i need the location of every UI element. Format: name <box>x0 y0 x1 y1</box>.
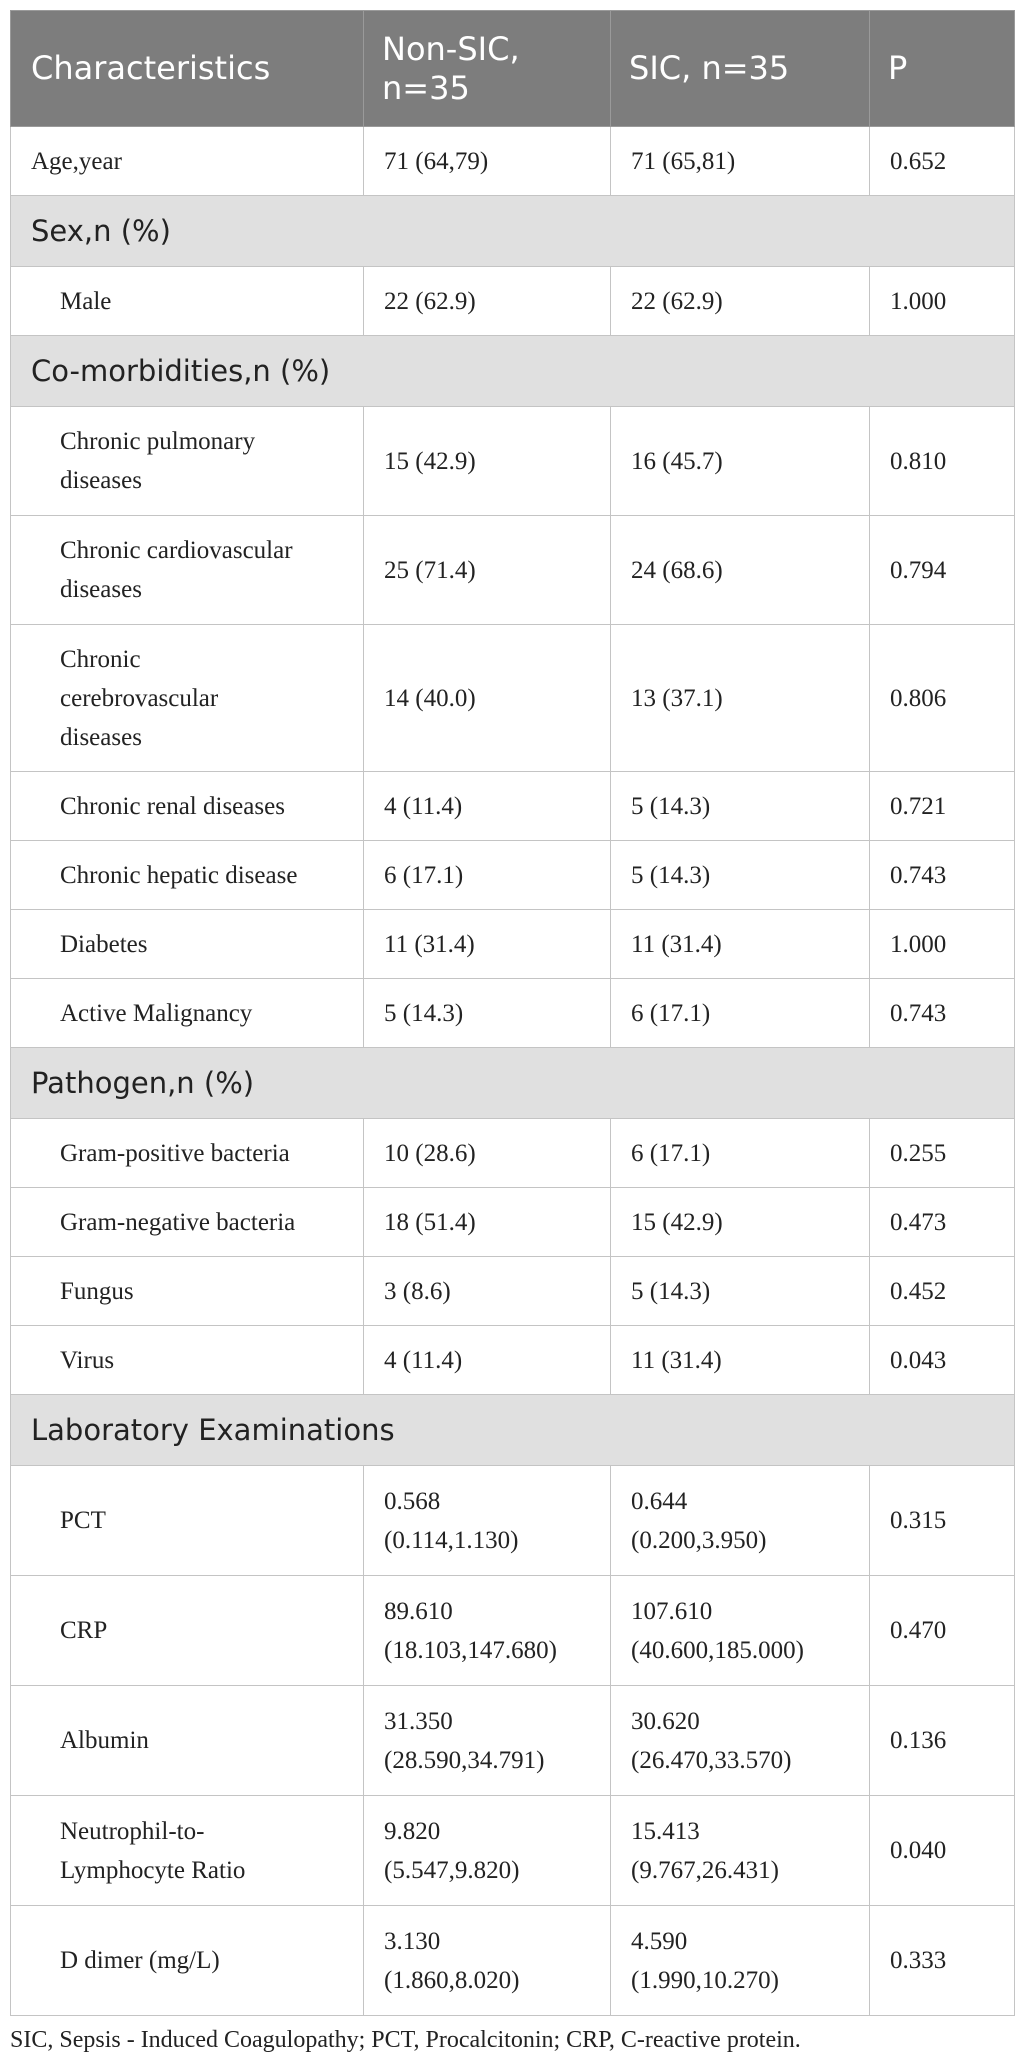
characteristics-table <box>10 10 1015 2016</box>
range: (1.860,8.020) <box>384 1966 520 1994</box>
non-sic-value: 4 (11.4) <box>364 772 611 841</box>
non-sic-value: 25 (71.4) <box>364 516 611 625</box>
non-sic-value: 4 (11.4) <box>364 1326 611 1395</box>
header-non-sic <box>364 11 611 127</box>
median: 30.620 <box>631 1707 700 1735</box>
median: 89.610 <box>384 1597 453 1625</box>
non-sic-value <box>364 1686 611 1796</box>
section-laboratory: Laboratory Examinations <box>11 1395 1015 1466</box>
sic-value: 11 (31.4) <box>611 910 870 979</box>
table-row <box>11 772 1015 841</box>
range: (40.600,185.000) <box>631 1636 804 1664</box>
non-sic-value: 3 (8.6) <box>364 1257 611 1326</box>
section-pathogen: Pathogen,n (%) <box>11 1048 1015 1119</box>
p-value: 0.043 <box>870 1326 1015 1395</box>
median: 9.820 <box>384 1817 441 1845</box>
non-sic-value: 22 (62.9) <box>364 267 611 336</box>
row-label <box>11 625 364 772</box>
non-sic-value: 10 (28.6) <box>364 1119 611 1188</box>
range: (1.990,10.270) <box>631 1966 779 1994</box>
table-row <box>11 841 1015 910</box>
row-label <box>11 407 364 516</box>
section-header-row <box>11 336 1015 407</box>
median: 4.590 <box>631 1927 688 1955</box>
section-header-row <box>11 196 1015 267</box>
row-label: Albumin <box>11 1686 364 1796</box>
table-row <box>11 127 1015 196</box>
row-label: Fungus <box>11 1257 364 1326</box>
row-label: Chronic renal diseases <box>11 772 364 841</box>
sic-value: 16 (45.7) <box>611 407 870 516</box>
table-row <box>11 1796 1015 1906</box>
median: 0.568 <box>384 1487 441 1515</box>
range: (0.200,3.950) <box>631 1526 767 1554</box>
section-comorbidities: Co-morbidities,n (%) <box>11 336 1015 407</box>
p-value: 0.794 <box>870 516 1015 625</box>
header-row <box>11 11 1015 127</box>
table-row <box>11 1257 1015 1326</box>
non-sic-value: 71 (64,79) <box>364 127 611 196</box>
sic-value: 71 (65,81) <box>611 127 870 196</box>
row-label: Active Malignancy <box>11 979 364 1048</box>
sic-value <box>611 1686 870 1796</box>
range: (26.470,33.570) <box>631 1746 792 1774</box>
row-label <box>11 1796 364 1906</box>
median: 0.644 <box>631 1487 688 1515</box>
row-label-line2: Lymphocyte Ratio <box>60 1856 246 1884</box>
row-label: Male <box>11 267 364 336</box>
median: 3.130 <box>384 1927 441 1955</box>
table-row <box>11 1188 1015 1257</box>
sic-value: 11 (31.4) <box>611 1326 870 1395</box>
range: (0.114,1.130) <box>384 1526 519 1554</box>
sic-value: 5 (14.3) <box>611 1257 870 1326</box>
p-value: 0.315 <box>870 1466 1015 1576</box>
p-value: 0.452 <box>870 1257 1015 1326</box>
median: 15.413 <box>631 1817 700 1845</box>
table-row <box>11 1906 1015 2016</box>
range: (18.103,147.680) <box>384 1636 557 1664</box>
header-non-sic-line1: Non-SIC, <box>382 29 520 68</box>
table-row <box>11 1576 1015 1686</box>
sic-value: 13 (37.1) <box>611 625 870 772</box>
p-value: 0.743 <box>870 979 1015 1048</box>
row-label: PCT <box>11 1466 364 1576</box>
sic-value: 6 (17.1) <box>611 1119 870 1188</box>
header-p: P <box>870 11 1015 127</box>
row-label-line3: diseases <box>60 723 142 751</box>
row-label: CRP <box>11 1576 364 1686</box>
p-value: 0.743 <box>870 841 1015 910</box>
non-sic-value <box>364 1906 611 2016</box>
row-label-line2: diseases <box>60 467 142 494</box>
non-sic-value <box>364 1796 611 1906</box>
row-label: Gram-positive bacteria <box>11 1119 364 1188</box>
table-row <box>11 407 1015 516</box>
row-label-line2: cerebrovascular <box>60 684 219 712</box>
row-label-line1: Chronic cardiovascular <box>60 537 293 564</box>
median: 31.350 <box>384 1707 453 1735</box>
sic-value <box>611 1576 870 1686</box>
range: (28.590,34.791) <box>384 1746 545 1774</box>
sic-value: 5 (14.3) <box>611 772 870 841</box>
sic-value <box>611 1466 870 1576</box>
table-container <box>10 10 1014 2054</box>
table-row <box>11 979 1015 1048</box>
section-sex: Sex,n (%) <box>11 196 1015 267</box>
table-row <box>11 1326 1015 1395</box>
row-label: Gram-negative bacteria <box>11 1188 364 1257</box>
p-value: 1.000 <box>870 910 1015 979</box>
sic-value: 6 (17.1) <box>611 979 870 1048</box>
table-caption: SIC, Sepsis - Induced Coagulopathy; PCT, Procalcitonin; CRP, C-reactive protein. <box>10 2027 801 2053</box>
non-sic-value: 11 (31.4) <box>364 910 611 979</box>
row-label <box>11 516 364 625</box>
p-value: 1.000 <box>870 267 1015 336</box>
p-value: 0.652 <box>870 127 1015 196</box>
header-non-sic-line2: n=35 <box>382 68 470 107</box>
non-sic-value: 14 (40.0) <box>364 625 611 772</box>
sic-value: 24 (68.6) <box>611 516 870 625</box>
sic-value <box>611 1906 870 2016</box>
p-value: 0.806 <box>870 625 1015 772</box>
p-value: 0.136 <box>870 1686 1015 1796</box>
p-value: 0.473 <box>870 1188 1015 1257</box>
header-sic: SIC, n=35 <box>611 11 870 127</box>
non-sic-value <box>364 1466 611 1576</box>
row-label: Diabetes <box>11 910 364 979</box>
range: (9.767,26.431) <box>631 1856 779 1884</box>
section-header-row <box>11 1395 1015 1466</box>
non-sic-value <box>364 1576 611 1686</box>
table-row <box>11 1686 1015 1796</box>
table-row <box>11 625 1015 772</box>
row-label-line1: Neutrophil-to- <box>60 1817 205 1845</box>
sic-value: 22 (62.9) <box>611 267 870 336</box>
sic-value: 5 (14.3) <box>611 841 870 910</box>
header-characteristics: Characteristics <box>11 11 364 127</box>
table-row <box>11 910 1015 979</box>
non-sic-value: 18 (51.4) <box>364 1188 611 1257</box>
table-row <box>11 1466 1015 1576</box>
table-row <box>11 267 1015 336</box>
non-sic-value: 15 (42.9) <box>364 407 611 516</box>
row-label-line1: Chronic <box>60 645 141 673</box>
p-value: 0.333 <box>870 1906 1015 2016</box>
row-label-line2: diseases <box>60 576 142 603</box>
range: (5.547,9.820) <box>384 1856 520 1884</box>
p-value: 0.255 <box>870 1119 1015 1188</box>
p-value: 0.470 <box>870 1576 1015 1686</box>
p-value: 0.721 <box>870 772 1015 841</box>
row-label: D dimer (mg/L) <box>11 1906 364 2016</box>
row-label: Age,year <box>11 127 364 196</box>
sic-value: 15 (42.9) <box>611 1188 870 1257</box>
row-label: Virus <box>11 1326 364 1395</box>
table-row <box>11 1119 1015 1188</box>
sic-value <box>611 1796 870 1906</box>
median: 107.610 <box>631 1597 713 1625</box>
non-sic-value: 6 (17.1) <box>364 841 611 910</box>
p-value: 0.040 <box>870 1796 1015 1906</box>
p-value: 0.810 <box>870 407 1015 516</box>
row-label: Chronic hepatic disease <box>11 841 364 910</box>
non-sic-value: 5 (14.3) <box>364 979 611 1048</box>
row-label-line1: Chronic pulmonary <box>60 428 256 455</box>
table-row <box>11 516 1015 625</box>
section-header-row <box>11 1048 1015 1119</box>
